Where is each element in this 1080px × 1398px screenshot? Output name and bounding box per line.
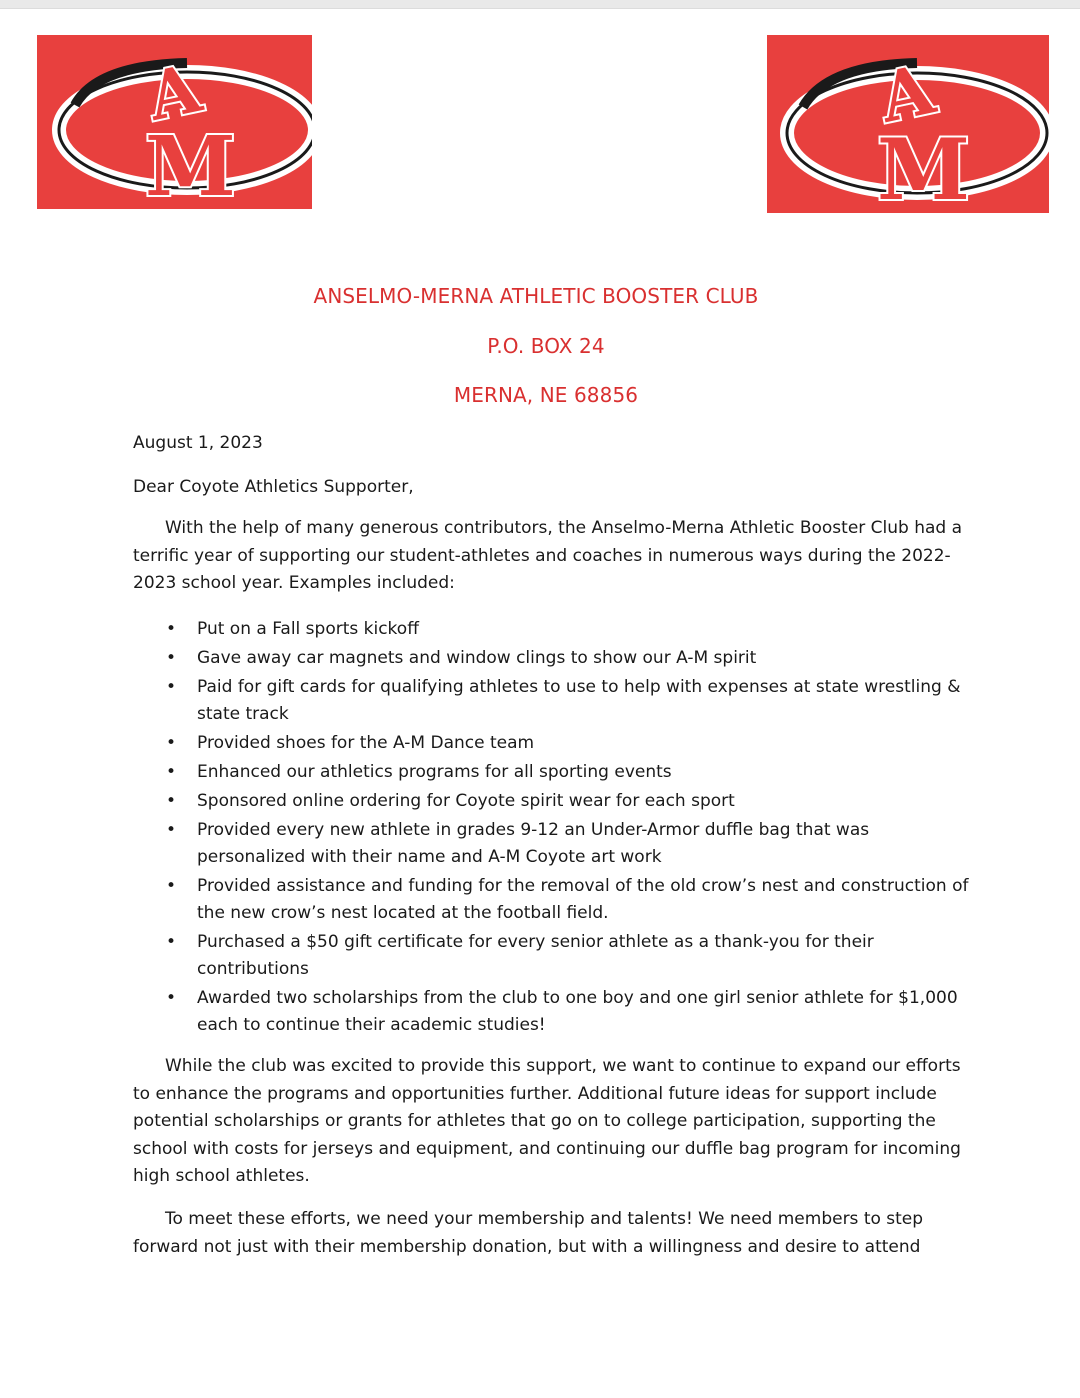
letter-date: August 1, 2023 [133, 433, 263, 453]
list-item-text: Awarded two scholarships from the club to one boy and one girl senior athlete for $1,000 each to continue their academic studies! [197, 988, 958, 1035]
salutation: Dear Coyote Athletics Supporter, [133, 477, 414, 497]
top-border [0, 0, 1080, 9]
po-box: P.O. BOX 24 [487, 334, 605, 358]
list-item-text: Put on a Fall sports kickoff [197, 619, 419, 639]
list-item [133, 759, 973, 786]
list-item [133, 817, 973, 871]
am-logo-right [767, 35, 1049, 213]
list-item [133, 674, 973, 728]
list-item [133, 929, 973, 983]
paragraph-membership: To meet these efforts, we need your membership and talents! We need members to step forward not just with their membership donation, but with a willingness and desire to attend [133, 1209, 924, 1257]
list-item-text: Paid for gift cards for qualifying athletes to use to help with expenses at state wrestling & state track [197, 677, 961, 724]
list-item-text: Purchased a $50 gift certificate for every senior athlete as a thank-you for their contributions [197, 932, 874, 979]
bullet-icon: • [166, 677, 177, 697]
list-item-text: Provided shoes for the A-M Dance team [197, 733, 535, 753]
list-item-text: Gave away car magnets and window clings to show our A-M spirit [197, 648, 757, 668]
bullet-icon: • [166, 733, 177, 753]
paragraph-future: While the club was excited to provide this support, we want to continue to expand our efforts to enhance the programs and opportunities further. Additional future ideas for support include potential scholarships or grants for athletes that go on to college participation, supporting the school with costs for jerseys and equipment, and continuing our duffle bag program for incoming high school athletes. [133, 1056, 961, 1186]
logo-letter-m: M [145, 119, 236, 209]
list-item [133, 985, 973, 1039]
bullet-icon: • [166, 876, 177, 896]
list-item-text: Sponsored online ordering for Coyote spirit wear for each sport [197, 791, 735, 811]
logo-letter-a: A [141, 48, 208, 136]
list-item-text: Provided every new athlete in grades 9-12 an Under-Armor duffle bag that was personalized with their name and A-M Coyote art work [197, 820, 870, 867]
am-logo-left [37, 35, 312, 209]
bullet-icon: • [166, 762, 177, 782]
logo-letter-m: M [877, 120, 970, 213]
city-state-zip: MERNA, NE 68856 [453, 383, 639, 407]
list-item [133, 873, 973, 927]
list-item [133, 616, 973, 643]
am-logo-graphic [37, 35, 312, 209]
list-item [133, 645, 973, 672]
list-item-text: Enhanced our athletics programs for all sporting events [197, 762, 672, 782]
list-item-text: Provided assistance and funding for the removal of the old crow’s nest and construction of the new crow’s nest located at the football field. [197, 876, 969, 923]
logo-letter-a: A [872, 49, 942, 139]
examples-list [133, 616, 973, 1041]
org-name: ANSELMO-MERNA ATHLETIC BOOSTER CLUB [313, 284, 759, 308]
bullet-icon: • [166, 619, 177, 639]
bullet-icon: • [166, 820, 177, 840]
bullet-icon: • [166, 932, 177, 952]
bullet-icon: • [166, 648, 177, 668]
am-logo-graphic [767, 35, 1049, 213]
list-item [133, 730, 973, 757]
bullet-icon: • [166, 791, 177, 811]
list-item [133, 788, 973, 815]
bullet-icon: • [166, 988, 177, 1008]
paragraph-intro: With the help of many generous contributors, the Anselmo-Merna Athletic Booster Club had a terrific year of supporting our student-athletes and coaches in numerous ways during the 2022-2023 school year. Examples included: [133, 518, 963, 593]
